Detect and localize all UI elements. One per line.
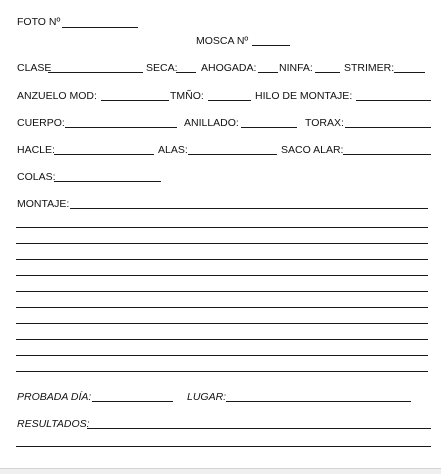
- probada-label: PROBADA DÍA:: [17, 391, 92, 403]
- alas-label: ALAS:: [158, 144, 188, 156]
- probada-field[interactable]: [92, 401, 173, 402]
- clase-label: CLASE: [17, 62, 52, 74]
- page-bottom-edge: [0, 468, 441, 474]
- seca-field[interactable]: [176, 72, 196, 73]
- saco-alar-field[interactable]: [343, 154, 431, 155]
- foto-field[interactable]: [62, 27, 138, 28]
- strimer-field[interactable]: [394, 72, 425, 73]
- montaje-line[interactable]: [16, 275, 428, 276]
- cuerpo-field[interactable]: [65, 127, 177, 128]
- resultados-label: RESULTADOS:: [17, 418, 90, 430]
- hilo-field[interactable]: [356, 100, 431, 101]
- hacle-field[interactable]: [54, 154, 154, 155]
- montaje-field[interactable]: [70, 208, 428, 209]
- montaje-line[interactable]: [16, 339, 428, 340]
- torax-field[interactable]: [345, 127, 431, 128]
- clase-field[interactable]: [48, 72, 143, 73]
- montaje-label: MONTAJE:: [17, 198, 70, 210]
- foto-label: FOTO Nº: [17, 16, 61, 28]
- torax-label: TORAX:: [305, 117, 344, 129]
- resultados-field[interactable]: [87, 428, 431, 429]
- saco-alar-label: SACO ALAR:: [281, 144, 344, 156]
- anzuelo-field[interactable]: [101, 100, 169, 101]
- montaje-line[interactable]: [16, 259, 428, 260]
- anillado-field[interactable]: [241, 127, 297, 128]
- lugar-label: LUGAR:: [187, 391, 227, 403]
- ahogada-label: AHOGADA:: [201, 62, 257, 74]
- hilo-label: HILO DE MONTAJE:: [255, 90, 353, 102]
- resultados-line[interactable]: [16, 446, 431, 447]
- montaje-line[interactable]: [16, 355, 428, 356]
- alas-field[interactable]: [188, 154, 277, 155]
- colas-field[interactable]: [54, 181, 161, 182]
- seca-label: SECA:: [146, 62, 178, 74]
- montaje-line[interactable]: [16, 371, 428, 372]
- montaje-line[interactable]: [16, 291, 428, 292]
- montaje-line[interactable]: [16, 307, 428, 308]
- montaje-line[interactable]: [16, 227, 428, 228]
- tamano-label: TMÑO:: [170, 90, 204, 102]
- ahogada-field[interactable]: [258, 72, 278, 73]
- hacle-label: HACLE:: [17, 144, 55, 156]
- ninfa-field[interactable]: [315, 72, 340, 73]
- mosca-label: MOSCA Nº: [196, 35, 249, 47]
- colas-label: COLAS:: [17, 171, 56, 183]
- strimer-label: STRIMER:: [344, 62, 395, 74]
- mosca-field[interactable]: [252, 45, 290, 46]
- cuerpo-label: CUERPO:: [17, 117, 65, 129]
- montaje-line[interactable]: [16, 323, 428, 324]
- anzuelo-label: ANZUELO MOD:: [17, 90, 97, 102]
- anillado-label: ANILLADO:: [184, 117, 239, 129]
- lugar-field[interactable]: [226, 401, 411, 402]
- montaje-line[interactable]: [16, 243, 428, 244]
- ninfa-label: NINFA:: [279, 62, 313, 74]
- tamano-field[interactable]: [208, 100, 251, 101]
